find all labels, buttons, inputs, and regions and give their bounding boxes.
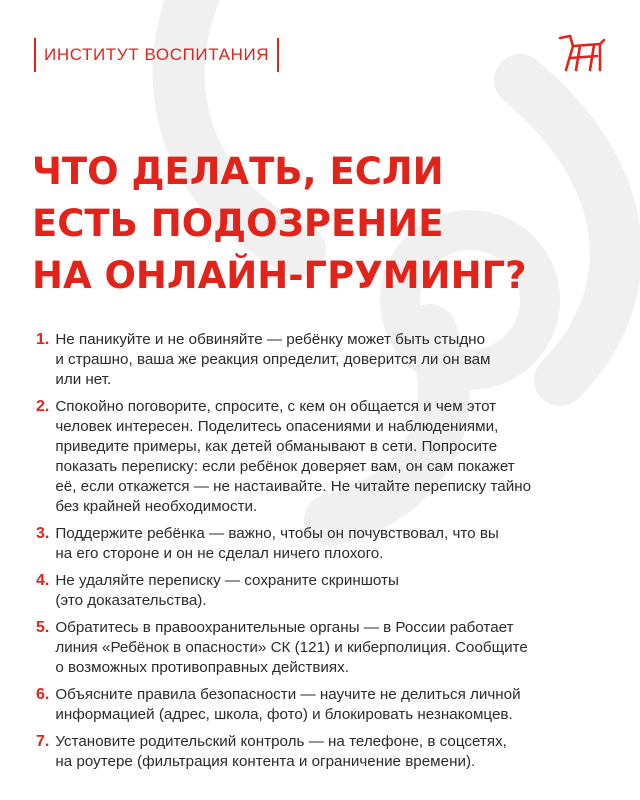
- item-number: 1.: [36, 331, 50, 348]
- item-text: [55, 685, 622, 725]
- item-text-line: без крайней необходимости.: [55, 498, 258, 515]
- horse-logo-icon: [556, 32, 608, 74]
- item-text: [55, 618, 622, 678]
- item-text: [55, 397, 622, 517]
- item-text-line: Обратитесь в правоохранительные органы — в России работает: [55, 619, 514, 636]
- item-text-line: или нет.: [55, 371, 112, 388]
- title-line: ЧТО ДЕЛАТЬ, ЕСЛИ: [32, 150, 444, 193]
- header-brand: [34, 38, 279, 72]
- list-item: [36, 732, 622, 772]
- item-number: 4.: [36, 572, 50, 589]
- item-text: [55, 524, 622, 564]
- item-text-line: Поддержите ребёнка — важно, чтобы он почувствовал, что вы: [55, 525, 499, 542]
- title-line: НА ОНЛАЙН-ГРУМИНГ?: [32, 254, 527, 297]
- list-item: [36, 397, 622, 517]
- item-number: 3.: [36, 525, 50, 542]
- list-item: [36, 330, 622, 390]
- item-text-line: Не паникуйте и не обвиняйте — ребёнку может быть стыдно: [55, 331, 486, 348]
- list-item: [36, 524, 622, 564]
- item-text-line: информацией (адрес, школа, фото) и блокировать незнакомцев.: [55, 706, 513, 723]
- list-item: [36, 618, 622, 678]
- item-text-line: человек интересен. Поделитесь опасениями и наблюдениями,: [55, 418, 499, 435]
- item-text-line: Не удаляйте переписку — сохраните скриншоты: [55, 572, 399, 589]
- advice-list: [36, 330, 622, 779]
- item-text: [55, 571, 622, 611]
- item-number: 7.: [36, 733, 50, 750]
- header-label: ИНСТИТУТ ВОСПИТАНИЯ: [44, 45, 270, 64]
- item-text: [55, 732, 622, 772]
- list-item: [36, 685, 622, 725]
- item-number: 2.: [36, 398, 50, 415]
- item-text-line: Установите родительский контроль — на телефоне, в соцсетях,: [55, 733, 507, 750]
- list-item: [36, 571, 622, 611]
- item-text-line: показать переписку: если ребёнок доверяет вам, он сам покажет: [55, 458, 515, 475]
- item-text-line: приведите примеры, как детей обманывают в сети. Попросите: [55, 438, 498, 455]
- item-text-line: на роутере (фильтрация контента и ограничение времени).: [55, 753, 476, 770]
- item-number: 6.: [36, 686, 50, 703]
- title-line: ЕСТЬ ПОДОЗРЕНИЕ: [32, 202, 444, 245]
- item-text: [55, 330, 622, 390]
- item-text-line: и страшно, ваша же реакция определит, доверится ли он вам: [55, 351, 491, 368]
- item-number: 5.: [36, 619, 50, 636]
- item-text-line: на его стороне и он не сделал ничего плохого.: [55, 545, 384, 562]
- item-text-line: линия «Ребёнок в опасности» СК (121) и киберполиция. Сообщите: [55, 639, 528, 656]
- item-text-line: её, если откажется — не настаивайте. Не читайте переписку тайно: [55, 478, 532, 495]
- header-right-bar: [277, 38, 279, 72]
- item-text-line: о возможных противоправных действиях.: [55, 659, 349, 676]
- item-text-line: Объясните правила безопасности — научите не делиться личной: [55, 686, 521, 703]
- item-text-line: (это доказательства).: [55, 592, 207, 609]
- page-title: [32, 146, 632, 302]
- item-text-line: Спокойно поговорите, спросите, с кем он общается и чем этот: [55, 398, 497, 415]
